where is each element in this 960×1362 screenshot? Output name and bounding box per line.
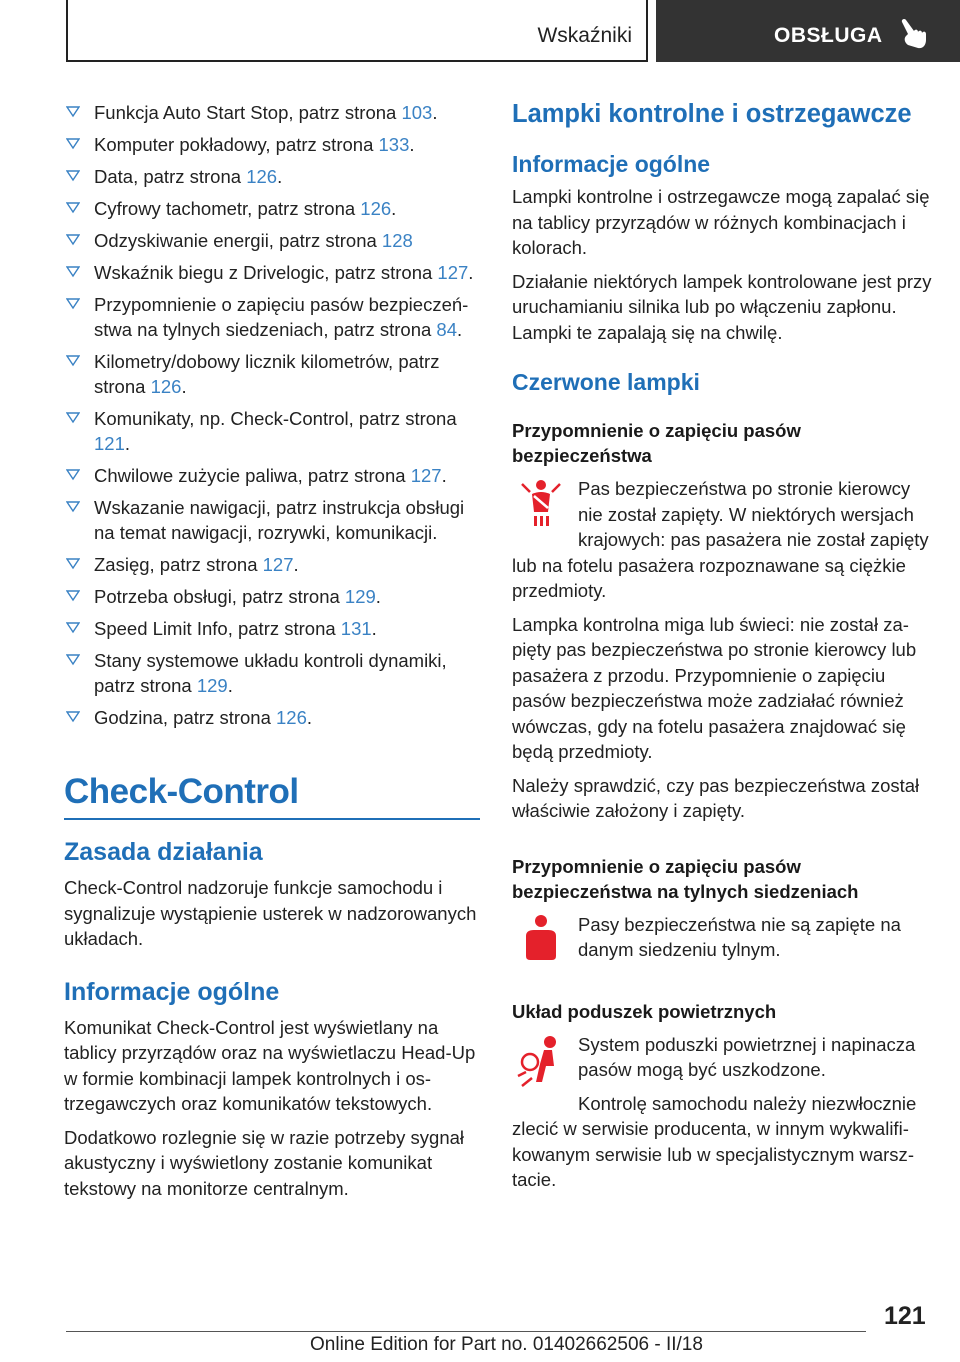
seatbelt-reminder-heading: Przypomnienie o zapięciu pasów bezpieczeństwa <box>512 420 801 466</box>
right-column <box>512 100 932 1193</box>
airbag-text-1: System poduszki powietrznej i napinacza pasów mogą być uszkodzone. <box>578 1033 916 1080</box>
item-text: Data, patrz strona <box>94 166 247 187</box>
page-link[interactable]: 121 <box>94 433 125 454</box>
page-link[interactable]: 129 <box>196 675 228 696</box>
warning-lamps-heading: Lampki kontrolne i ostrzegawcze <box>512 100 912 128</box>
airbag-heading: Układ poduszek powietrznych <box>512 1000 777 1022</box>
item-suffix: . <box>468 262 474 283</box>
item-text: Kilometry/dobowy licznik kilometrów, patrz strona <box>94 351 440 397</box>
triangle-bullet-icon <box>66 708 80 724</box>
triangle-bullet-icon <box>66 263 80 279</box>
triangle-bullet-icon <box>66 587 80 603</box>
check-control-heading: Check-Control <box>64 772 299 811</box>
item-text: Przypomnienie o zapięciu pasów bezpieczeństwa na tylnych siedzeniach, patrz strona <box>94 294 469 340</box>
seatbelt-text-2: Lampka kontrolna miga lub świeci: nie został zapięty pas bezpieczeństwa po stronie kierowcy lub pasażera z przodu. Przypomnienie o zapięciu pasów bezpieczeństwa może zadziałać również wówczas, gdy na fotelu pasażera znajdować się będą przedmioty. <box>512 613 917 762</box>
red-lamps-heading: Czerwone lampki <box>512 369 700 395</box>
seatbelt-text-1: Pas bezpieczeństwa po stronie kierowcy nie został zapięty. W niektórych wersjach krajowych: pas pasażera nie został zapięty lub na fotelu pasażera rozpoznawane są ciężkie przedmioty. <box>512 478 929 601</box>
triangle-bullet-icon <box>66 651 80 667</box>
item-suffix: . <box>371 618 377 639</box>
seatbelt-text-3: Należy sprawdzić, czy pas bezpieczeństwa został właściwie założony i zapięty. <box>512 774 920 821</box>
item-suffix: . <box>432 102 438 123</box>
indicator-list-item <box>64 463 480 488</box>
page-link[interactable]: 103 <box>401 102 433 123</box>
item-suffix: . <box>375 586 381 607</box>
item-text: Zasięg, patrz strona <box>94 554 263 575</box>
item-text: Stany systemowe układu kontroli dynamiki, patrz strona <box>94 650 447 696</box>
item-text: Chwilowe zużycie paliwa, patrz strona <box>94 465 411 486</box>
section-tab <box>656 0 960 62</box>
page-link[interactable]: 127 <box>437 262 469 283</box>
item-suffix: . <box>441 465 447 486</box>
item-suffix: . <box>277 166 283 187</box>
indicator-list-item <box>64 349 480 399</box>
item-text: Komputer pokładowy, patrz strona <box>94 134 379 155</box>
triangle-bullet-icon <box>66 167 80 183</box>
item-suffix: . <box>409 134 415 155</box>
indicator-list-item <box>64 705 480 730</box>
triangle-bullet-icon <box>66 231 80 247</box>
triangle-bullet-icon <box>66 199 80 215</box>
indicator-list-item <box>64 584 480 609</box>
item-suffix: . <box>391 198 397 219</box>
indicator-list-item <box>64 406 480 456</box>
rear-seatbelt-icon <box>512 912 570 966</box>
triangle-bullet-icon <box>66 409 80 425</box>
rear-seatbelt-text: Pasy bezpieczeństwa nie są zapięte na danym siedzeniu tylnym. <box>578 913 901 960</box>
item-text: Speed Limit Info, patrz strona <box>94 618 341 639</box>
principle-text: Check-Control nadzoruje funkcje samochodu i sygnalizuje wystąpienie usterek w nadzorowanych układach. <box>64 877 477 949</box>
indicator-list-item <box>64 100 480 125</box>
item-suffix: . <box>457 319 463 340</box>
airbag-text-2: Kontrolę samochodu należy niezwłocznie zlecić w serwisie producenta, w innym wykwalifikowanym serwisie lub w specjalistycznym warsztacie. <box>512 1092 917 1190</box>
page-link[interactable]: 84 <box>436 319 457 340</box>
header-frame <box>66 0 648 62</box>
indicator-list-item <box>64 616 480 641</box>
page-link[interactable]: 127 <box>262 554 294 575</box>
principle-heading: Zasada działania <box>64 838 263 866</box>
item-text: Wskazanie nawigacji, patrz instrukcja obsługi na temat nawigacji, rozrywki, komunikacji. <box>94 497 465 543</box>
triangle-bullet-icon <box>66 135 80 151</box>
triangle-bullet-icon <box>66 295 80 311</box>
lamps-general-text-1: Lampki kontrolne i ostrzegawcze mogą zapalać się na tablicy przyrządów w różnych kombinacjach i kolorach. <box>512 186 930 258</box>
triangle-bullet-icon <box>66 352 80 368</box>
page-link[interactable]: 127 <box>410 465 442 486</box>
pointing-hand-icon <box>896 18 930 50</box>
page-link[interactable]: 133 <box>378 134 410 155</box>
edition-note: Online Edition for Part no. 01402662506 - II/18 <box>310 1334 703 1355</box>
item-suffix: . <box>293 554 299 575</box>
indicator-list-item <box>64 196 480 221</box>
lamps-general-text-2: Działanie niektórych lampek kontrolowane jest przy uruchamianiu silnika lub po włączeniu zapłonu. Lampki te zapalają się na chwilę. <box>512 270 932 343</box>
heading-rule <box>64 818 480 820</box>
item-text: Wskaźnik biegu z Drivelogic, patrz strona <box>94 262 438 283</box>
indicator-list-item <box>64 164 480 189</box>
indicator-list-item <box>64 552 480 577</box>
triangle-bullet-icon <box>66 498 80 514</box>
page-link[interactable]: 129 <box>344 586 376 607</box>
seatbelt-warning-icon <box>512 476 570 540</box>
left-column <box>64 100 480 1209</box>
item-text: Komunikaty, np. Check-Control, patrz strona <box>94 408 457 429</box>
item-suffix: . <box>181 376 187 397</box>
general-info-heading: Informacje ogólne <box>64 977 280 1006</box>
rear-seatbelt-heading: Przypomnienie o zapięciu pasów bezpieczeństwa na tylnych siedzeniach <box>512 855 859 902</box>
item-text: Potrzeba obsługi, patrz strona <box>94 586 345 607</box>
item-text: Godzina, patrz strona <box>94 707 277 728</box>
indicator-list <box>64 100 480 730</box>
page-link[interactable]: 126 <box>360 198 392 219</box>
section-tab-label: OBSŁUGA <box>774 24 883 47</box>
section-label: Wskaźniki <box>537 24 632 47</box>
indicator-list-item <box>64 495 480 545</box>
page-link[interactable]: 131 <box>340 618 372 639</box>
item-suffix: . <box>124 433 131 454</box>
page-link[interactable]: 128 <box>381 230 413 251</box>
triangle-bullet-icon <box>66 466 80 482</box>
page-link[interactable]: 126 <box>276 707 307 728</box>
indicator-list-item <box>64 132 480 157</box>
indicator-list-item <box>64 260 480 285</box>
indicator-list-item <box>64 228 480 253</box>
triangle-bullet-icon <box>66 555 80 571</box>
page-link[interactable]: 126 <box>150 376 182 397</box>
indicator-list-item <box>64 292 480 342</box>
footer-rule <box>66 1331 866 1332</box>
page-number: 121 <box>884 1302 926 1330</box>
item-text: Cyfrowy tachometr, patrz strona <box>94 198 361 219</box>
triangle-bullet-icon <box>66 103 80 119</box>
triangle-bullet-icon <box>66 619 80 635</box>
general-info-text-2: Dodatkowo rozlegnie się w razie potrzeby sygnał akustyczny i wyświetlony zostanie komunikat tekstowy na monitorze centralnym. <box>64 1126 465 1199</box>
item-text: Funkcja Auto Start Stop, patrz strona <box>94 102 402 123</box>
item-suffix: . <box>306 707 313 728</box>
page-link[interactable]: 126 <box>246 166 278 187</box>
item-text: Odzyskiwanie energii, patrz strona <box>94 230 382 251</box>
general-info-text-1: Komunikat Check-Control jest wyświetlany na tablicy przyrządów oraz na wyświetlaczu Head-Up w formie kombinacji lampek kontrolnych i ostrzegawczych oraz komunikatów tekstowych. <box>64 1016 476 1114</box>
item-suffix: . <box>227 675 233 696</box>
general-info-heading-right: Informacje ogólne <box>512 151 711 177</box>
airbag-warning-icon <box>512 1032 570 1096</box>
indicator-list-item <box>64 648 480 698</box>
